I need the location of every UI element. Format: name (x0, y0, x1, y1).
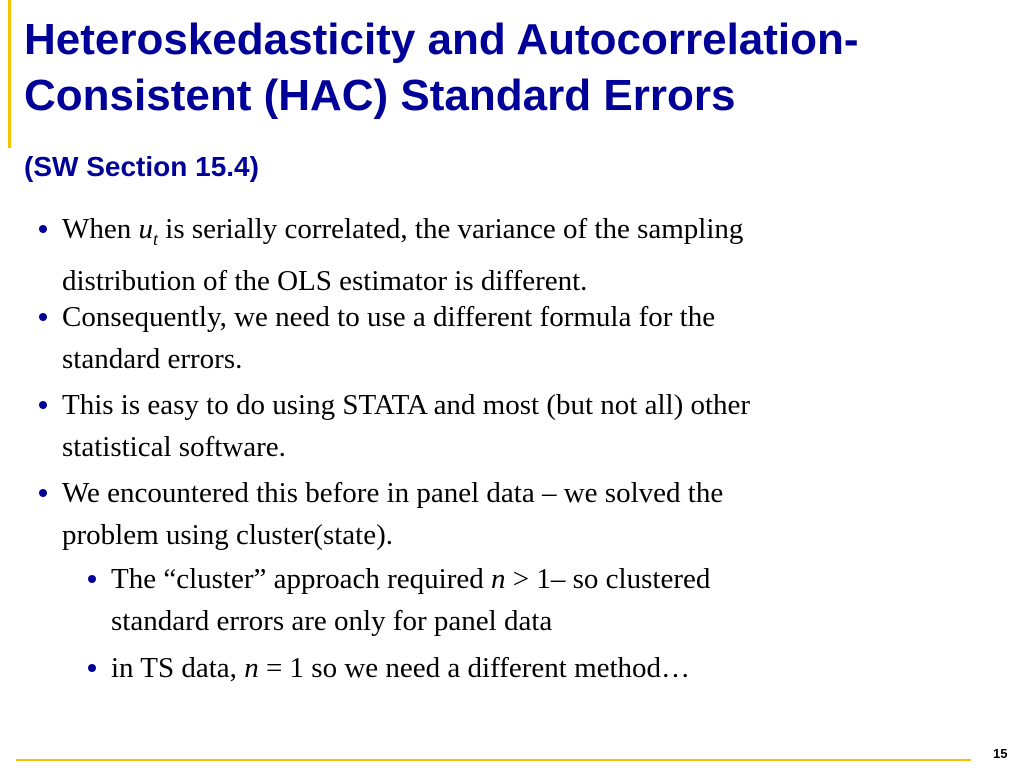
bullet-2-line-1: Consequently, we need to use a different formula for the (62, 301, 716, 333)
bullet-1 (62, 208, 743, 302)
title-line-1: Heteroskedasticity and Autocorrelation- (24, 15, 859, 64)
bullet-dot-icon (39, 225, 47, 233)
bullet-4-line-1: We encountered this before in panel data – we solved the (62, 477, 724, 509)
sub-bullet-1-line-2: standard errors are only for panel data (111, 605, 553, 637)
variable-u: u (138, 213, 153, 245)
slide-subtitle: (SW Section 15.4) (24, 151, 259, 182)
bullet-dot-icon (39, 313, 47, 321)
sub-bullet-dot-icon (88, 664, 96, 672)
sub-bullet-2-text-start: in TS data, (111, 652, 245, 684)
bullet-3 (62, 384, 750, 468)
slide-title (24, 12, 859, 124)
bullet-1-text-end: is serially correlated, the variance of the sampling (158, 213, 744, 245)
bullet-1-text-start: When (62, 213, 139, 245)
slide-number: 15 (993, 746, 1008, 761)
sub-bullet-1-text-end: > 1– so clustered (505, 563, 711, 595)
sub-bullet-1-text-start: The “cluster” approach required (111, 563, 492, 595)
bullet-dot-icon (39, 489, 47, 497)
bullet-4 (62, 472, 723, 556)
variable-n: n (491, 563, 506, 595)
bullet-2-line-2: standard errors. (62, 343, 243, 375)
accent-line-vertical (8, 0, 11, 148)
accent-line-bottom (16, 759, 971, 761)
variable-n: n (244, 652, 259, 684)
bullet-dot-icon (39, 401, 47, 409)
bullet-2 (62, 296, 715, 380)
title-line-2: Consistent (HAC) Standard Errors (24, 71, 736, 120)
bullet-3-line-1: This is easy to do using STATA and most (but not all) other (62, 389, 751, 421)
sub-bullet-2 (111, 647, 690, 689)
sub-bullet-1 (111, 558, 710, 642)
bullet-3-line-2: statistical software. (62, 431, 286, 463)
bullet-1-line-2: distribution of the OLS estimator is different. (62, 264, 588, 297)
sub-bullet-2-text-end: = 1 so we need a different method… (258, 652, 691, 684)
sub-bullet-dot-icon (88, 575, 96, 583)
subscript-t: t (153, 228, 159, 249)
bullet-4-line-2: problem using cluster(state). (62, 519, 393, 551)
